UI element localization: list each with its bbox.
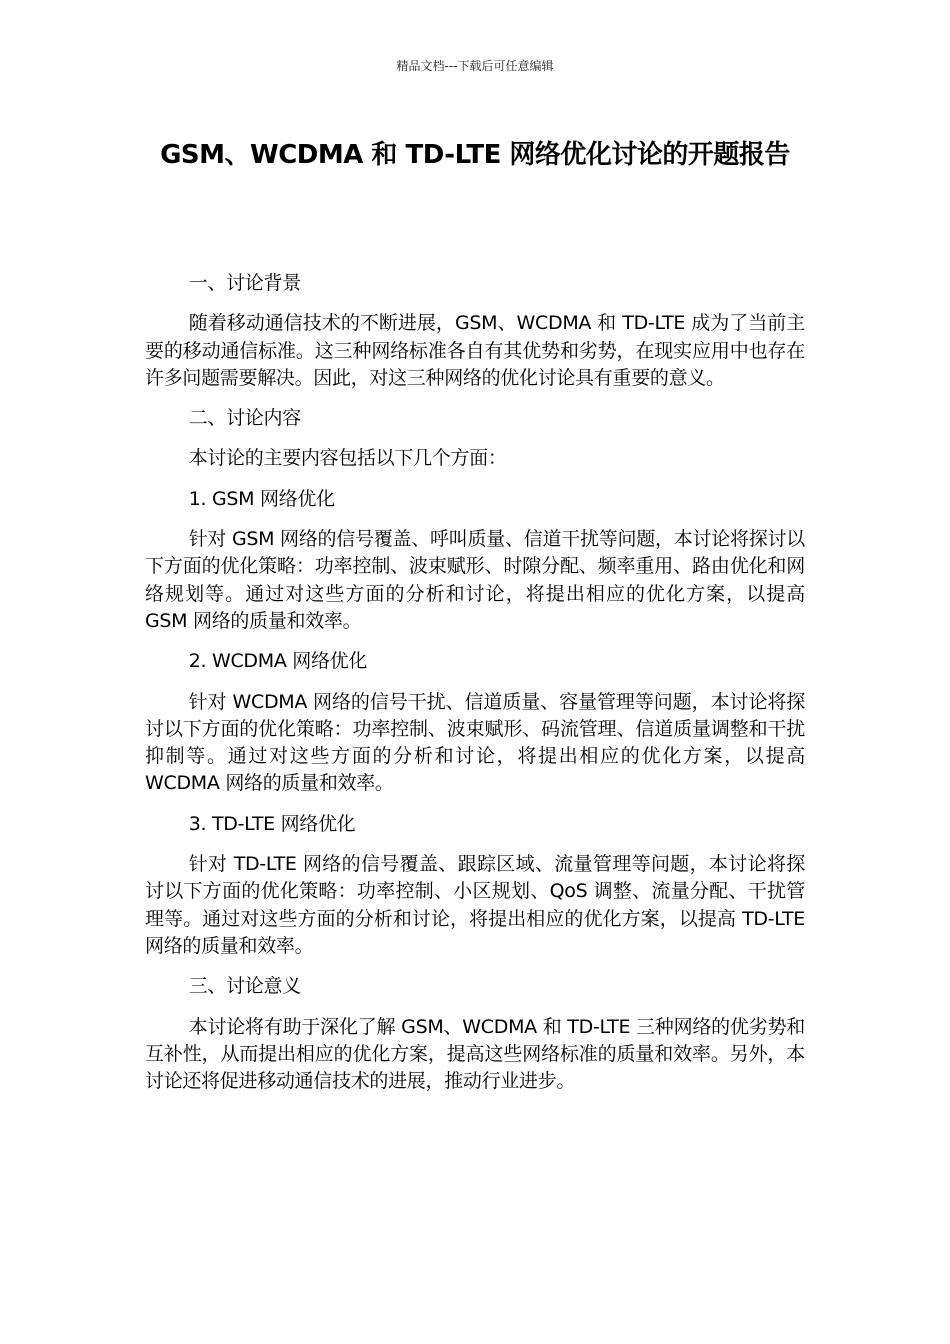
document-title: GSM、WCDMA 和 TD-LTE 网络优化讨论的开题报告 [160, 140, 790, 170]
section-heading-significance: 三、讨论意义 [188, 975, 301, 998]
subheading-td-lte: 3. TD-LTE 网络优化 [188, 812, 356, 835]
paragraph-significance: 本讨论将有助于深化了解 GSM、WCDMA 和 TD-LTE 三种网络的优劣势和互补性，从而提出相应的优化方案，提高这些网络标准的质量和效率。另外，本讨论还将促进移动通信技术的进展，推动行业进步。 [145, 1015, 805, 1093]
paragraph-wcdma: 针对 WCDMA 网络的信号干扰、信道质量、容量管理等问题，本讨论将探讨以下方面的优化策略：功率控制、波束赋形、码流管理、信道质量调整和干扰抑制等。通过对这些方面的分析和讨论，将提出相应的优化方案，以提高 WCDMA 网络的质量和效率。 [145, 690, 805, 795]
paragraph-content-intro: 本讨论的主要内容包括以下几个方面： [188, 447, 507, 470]
section-heading-background: 一、讨论背景 [188, 272, 301, 294]
paragraph-td-lte: 针对 TD-LTE 网络的信号覆盖、跟踪区域、流量管理等问题，本讨论将探讨以下方面的优化策略：功率控制、小区规划、QoS 调整、流量分配、干扰管理等。通过对这些方面的分析和讨论，将提出相应的优化方案，以提高 TD-LTE 网络的质量和效率。 [145, 853, 805, 957]
document-body [145, 270, 805, 1108]
section-heading-content: 二、讨论内容 [188, 407, 301, 430]
header-note: 精品文档---下载后可任意编辑 [396, 59, 554, 73]
subheading-gsm: 1. GSM 网络优化 [188, 487, 335, 510]
paragraph-gsm: 针对 GSM 网络的信号覆盖、呼叫质量、信道干扰等问题，本讨论将探讨以下方面的优化策略：功率控制、波束赋形、时隙分配、频率重用、路由优化和网络规划等。通过对这些方面的分析和讨论，将提出相应的优化方案，以提高 GSM 网络的质量和效率。 [145, 528, 805, 632]
paragraph-background: 随着移动通信技术的不断进展，GSM、WCDMA 和 TD-LTE 成为了当前主要的移动通信标准。这三种网络标准各自有其优势和劣势，在现实应用中也存在许多问题需要解决。因此，对这三种网络的优化讨论具有重要的意义。 [145, 312, 805, 389]
subheading-wcdma: 2. WCDMA 网络优化 [188, 650, 368, 673]
